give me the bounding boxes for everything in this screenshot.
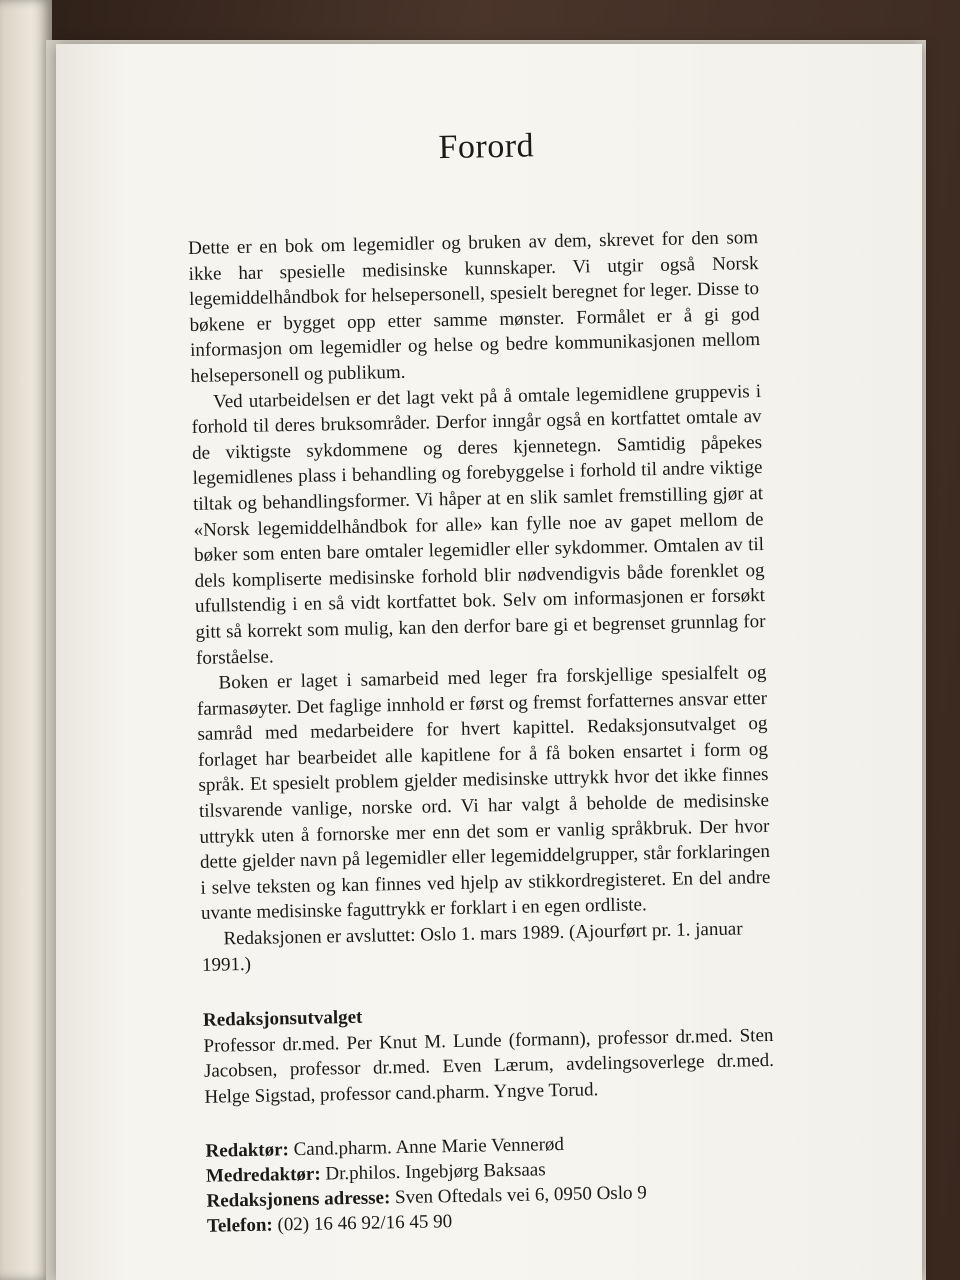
credit-editor: Redaktør: Cand.pharm. Anne Marie Vennerød	[205, 1133, 565, 1162]
paragraph-2: Ved utarbeidelsen er det lagt vekt på å omtale legemidlene gruppevis i forhold til deres bruksområder. Derfor inngår også en kortfattet omtale av de viktigste sykdommene og deres kjennetegn. Samtidig påpekes legemidlenes plass i behandling og forebyggelse i forhold til andre viktige tiltak og behandlingsformer. Vi håper at en slik samlet fremstilling gjør at «Norsk legemiddelhåndbok for alle» kan fylle noe av gapet mellom de bøker som enten bare omtaler legemidler eller sykdommer. Omtalen av til dels kompliserte medisinske forhold blir nødvendigvis både forenklet og ufullstendig i en så vidt kortfattet bok. Selv om informasjonen er forsøkt gitt så korrekt som mulig, kan den derfor bare gi et begrenset grunnlag for forståelse.	[191, 380, 766, 669]
credits-block	[205, 1127, 777, 1238]
committee-members: Professor dr.med. Per Knut M. Lunde (formann), professor dr.med. Sten Jacobsen, professor dr.med. Even Lærum, avdelingsoverlege dr.med. Helge Sigstad, professor cand.pharm. Yngve Torud.	[203, 1024, 775, 1108]
paragraph-3: Boken er laget i samarbeid med leger fra forskjellige spesialfelt og farmasøyter. Det faglige innhold er først og fremst forfatternes ansvar etter samråd med medarbeidere for hvert kapittel. Redaksjonsutvalget og forlaget har bearbeidet alle kapitlene for å få boken ensartet i form og språk. Et spesielt problem gjelder medisinske uttrykk hvor det ikke finnes tilsvarende vanlige, norske ord. Vi har valgt å beholde de medisinske uttrykk uten å fornorske mer enn det som er vanlig språkbruk. Der hvor dette gjelder navn på legemidler eller legemiddelgrupper, står forklaringen i selve teksten og kan finnes ved hjelp av stikkordregisteret. En del andre uvante medisinske faguttrykk er forklart i en egen ordliste.	[196, 662, 771, 925]
credit-co-editor: Medredaktør: Dr.philos. Ingebjørg Baksaas	[205, 1158, 546, 1187]
credit-phone: Telefon: (02) 16 46 92/16 45 90	[206, 1210, 453, 1237]
paragraph-1: Dette er en bok om legemidler og bruken av dem, skrevet for den som ikke har spesielle medisinske kunnskaper. Vi utgir også Norsk legemiddelhåndbok for helsepersonell, spesielt beregnet for leger. Disse to bøkene er bygget opp etter samme mønster. Formålet er å gi god informasjon om legemidler og helse og bedre kommunikasjonen mellom helsepersonell og publikum.	[187, 227, 761, 387]
foreword-body	[188, 225, 772, 978]
editorial-committee	[203, 997, 775, 1110]
book-page	[56, 44, 922, 1280]
committee-heading: Redaksjonsutvalget	[202, 1006, 363, 1032]
credit-address: Redaksjonens adresse: Sven Oftedals vei 6, 0950 Oslo 9	[206, 1181, 647, 1212]
left-page-edge	[0, 0, 52, 1280]
paragraph-4: Redaksjonen er avsluttet: Oslo 1. mars 1989. (Ajourført pr. 1. januar 1991.)	[201, 918, 743, 976]
page-title: Forord	[438, 127, 535, 167]
page-content	[186, 123, 777, 1238]
